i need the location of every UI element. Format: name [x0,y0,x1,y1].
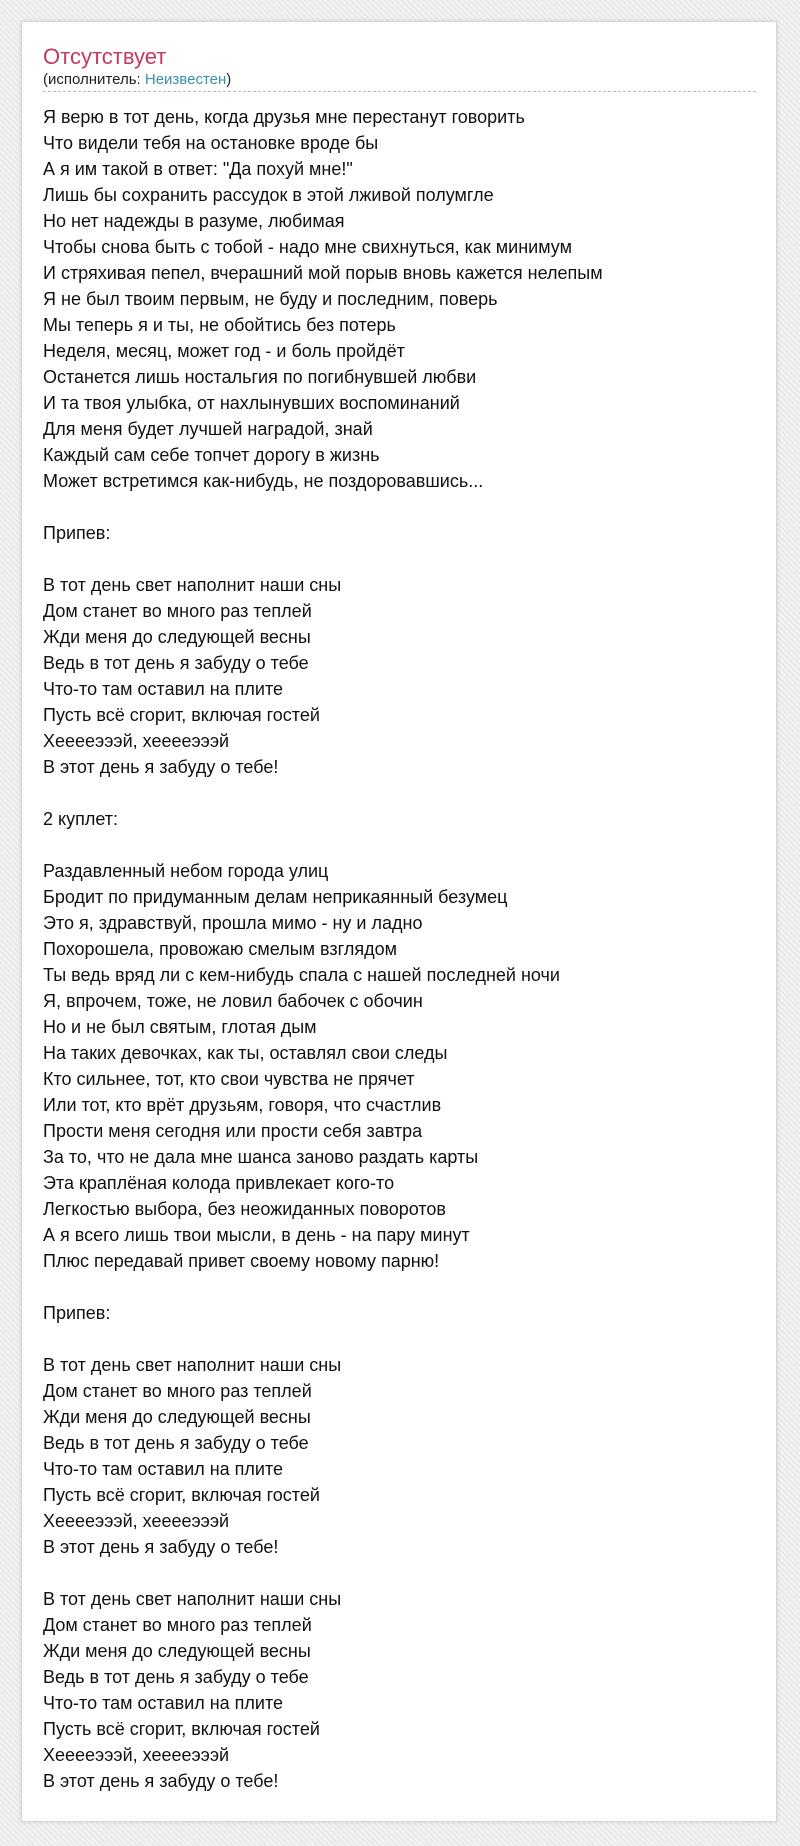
lyric-line: Но нет надежды в разуме, любимая [43,211,345,231]
lyric-line: Ведь в тот день я забуду о тебе [43,653,309,673]
lyric-line: Дом станет во много раз теплей [43,1381,312,1401]
lyric-line: Ведь в тот день я забуду о тебе [43,1433,309,1453]
lyrics-card [21,21,777,1822]
artist-prefix: (исполнитель: [43,71,145,88]
lyric-line: Лишь бы сохранить рассудок в этой лживой полумгле [43,185,494,205]
lyric-line: Прости меня сегодня или прости себя завтра [43,1121,423,1141]
stanza-break [43,780,756,806]
lyric-line: Каждый сам себе топчет дорогу в жизнь [43,445,380,465]
lyric-line: Останется лишь ностальгия по погибнувшей любви [43,367,477,387]
lyric-line: Дом станет во много раз теплей [43,1615,312,1635]
stanza-break [43,1326,756,1352]
lyric-line: Неделя, месяц, может год - и боль пройдёт [43,341,405,361]
lyric-line: 2 куплет: [43,809,118,829]
lyric-line: Легкостью выбора, без неожиданных поворотов [43,1199,446,1219]
lyric-line: Раздавленный небом города улиц [43,861,329,881]
lyric-line: В тот день свет наполнит наши сны [43,575,342,595]
lyric-line: В тот день свет наполнит наши сны [43,1589,342,1609]
artist-suffix: ) [226,71,232,88]
lyric-line: И стряхивая пепел, вчерашний мой порыв вновь кажется нелепым [43,263,603,283]
lyric-line: А я им такой в ответ: "Да похуй мне!" [43,159,353,179]
lyric-line: Жди меня до следующей весны [43,627,311,647]
lyric-line: В этот день я забуду о тебе! [43,1537,279,1557]
lyric-line: Плюс передавай привет своему новому парню! [43,1251,440,1271]
lyric-line: Жди меня до следующей весны [43,1407,311,1427]
lyric-line: В тот день свет наполнит наши сны [43,1355,342,1375]
lyric-line: Или тот, кто врёт друзьям, говоря, что счастлив [43,1095,442,1115]
artist-line [43,71,756,92]
lyric-line: Может встретимся как-нибудь, не поздоровавшись... [43,471,484,491]
lyric-line: И та твоя улыбка, от нахлынувших воспоминаний [43,393,460,413]
lyric-line: Припев: [43,523,111,543]
lyric-line: Пусть всё сгорит, включая гостей [43,1719,320,1739]
lyric-line: Жди меня до следующей весны [43,1641,311,1661]
lyric-line: Мы теперь я и ты, не обойтись без потерь [43,315,396,335]
lyric-line: Я верю в тот день, когда друзья мне перестанут говорить [43,107,525,127]
lyric-line: А я всего лишь твои мысли, в день - на пару минут [43,1225,470,1245]
lyric-line: Дом станет во много раз теплей [43,601,312,621]
lyric-line: В этот день я забуду о тебе! [43,757,279,777]
lyric-line: За то, что не дала мне шанса заново раздать карты [43,1147,479,1167]
stanza-break [43,1560,756,1586]
lyric-line: Хееееэээй, хееееэээй [43,1745,230,1765]
stanza-break [43,1274,756,1300]
lyric-line: Ведь в тот день я забуду о тебе [43,1667,309,1687]
lyric-line: В этот день я забуду о тебе! [43,1771,279,1791]
song-title: Отсутствует [43,44,167,69]
lyric-line: Пусть всё сгорит, включая гостей [43,705,320,725]
lyric-line: Бродит по придуманным делам неприкаянный безумец [43,887,508,907]
lyric-line: Но и не был святым, глотая дым [43,1017,317,1037]
lyric-line: Я не был твоим первым, не буду и последним, поверь [43,289,498,309]
lyric-line: Похорошела, провожаю смелым взглядом [43,939,397,959]
lyric-line: Хееееэээй, хееееэээй [43,731,230,751]
lyrics-body [43,104,756,1794]
lyric-line: Что-то там оставил на плите [43,1693,284,1713]
stanza-break [43,832,756,858]
lyric-line: Эта краплёная колода привлекает кого-то [43,1173,395,1193]
stanza-break [43,494,756,520]
lyric-line: Я, впрочем, тоже, не ловил бабочек с обочин [43,991,423,1011]
lyric-line: На таких девочках, как ты, оставлял свои следы [43,1043,448,1063]
lyric-line: Чтобы снова быть с тобой - надо мне свихнуться, как минимум [43,237,572,257]
stanza-break [43,546,756,572]
lyric-line: Что-то там оставил на плите [43,1459,284,1479]
lyric-line: Кто сильнее, тот, кто свои чувства не прячет [43,1069,415,1089]
lyric-line: Хееееэээй, хееееэээй [43,1511,230,1531]
lyric-line: Что видели тебя на остановке вроде бы [43,133,379,153]
lyric-line: Что-то там оставил на плите [43,679,284,699]
lyric-line: Припев: [43,1303,111,1323]
lyric-line: Для меня будет лучшей наградой, знай [43,419,373,439]
artist-link[interactable]: Неизвестен [144,71,227,88]
lyric-line: Пусть всё сгорит, включая гостей [43,1485,320,1505]
lyric-line: Это я, здравствуй, прошла мимо - ну и ладно [43,913,423,933]
lyric-line: Ты ведь вряд ли с кем-нибудь спала с нашей последней ночи [43,965,560,985]
